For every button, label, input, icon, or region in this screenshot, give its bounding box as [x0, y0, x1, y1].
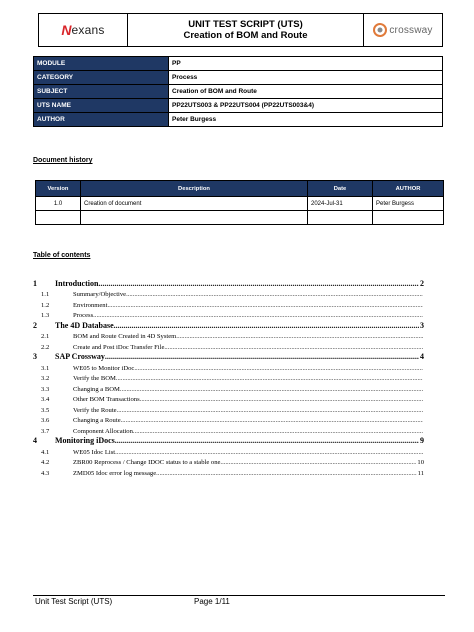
toc-entry-leader	[126, 291, 423, 298]
nexans-logo-initial: N	[61, 22, 72, 38]
toc-entry-leader	[115, 449, 423, 456]
history-header-row	[36, 181, 444, 197]
toc-entry-leader	[107, 302, 423, 309]
toc-entry-title: WE05 Idoc List	[73, 448, 116, 456]
info-key: SUBJECT	[34, 85, 169, 99]
toc-entry-number: 3.2	[41, 375, 50, 382]
toc-entry[interactable]	[33, 361, 424, 372]
toc-entry-title: Changing a Route	[73, 417, 121, 424]
toc-entry-number: 3.4	[41, 396, 50, 403]
toc-entry-title: SAP Crossway	[55, 352, 105, 361]
toc-entry-number: 3.7	[41, 427, 50, 435]
info-key: AUTHOR	[34, 113, 169, 127]
toc-entry-title: Process	[73, 312, 94, 319]
toc-entry-title: Verify the BOM	[73, 375, 116, 382]
toc-entry[interactable]	[33, 277, 424, 288]
toc-entry-number: 4	[33, 436, 37, 445]
toc-entry[interactable]	[33, 298, 424, 309]
history-col-author: AUTHOR	[373, 181, 444, 197]
toc-entry-number: 3.5	[41, 406, 50, 414]
history-col-description: Description	[81, 181, 308, 197]
toc-entry[interactable]	[33, 319, 424, 330]
toc-entry-number: 1.3	[41, 312, 50, 319]
toc-entry-leader	[140, 396, 423, 403]
toc-entry[interactable]	[33, 340, 424, 351]
nexans-logo-text: exans	[71, 23, 105, 37]
toc-entry-title: Component Allocation	[73, 427, 133, 435]
toc-entry-number: 4.3	[41, 469, 50, 477]
crossway-swirl-icon	[373, 23, 387, 37]
history-author: Peter Burgess	[373, 197, 444, 211]
info-row	[34, 85, 443, 99]
info-key: UTS NAME	[34, 99, 169, 113]
toc-title: Table of contents	[33, 252, 91, 259]
toc-entry[interactable]	[33, 393, 424, 404]
header-title-line2: Creation of BOM and Route	[183, 30, 308, 41]
toc-entry-title: Other BOM Transactions	[73, 396, 140, 403]
toc-entry-leader	[134, 365, 423, 372]
history-date: 2024-Jul-31	[308, 197, 373, 211]
toc-entry-title: Changing a BOM	[73, 385, 120, 393]
toc-entry-number: 1	[33, 278, 37, 288]
info-value: PP22UTS003 & PP22UTS004 (PP22UTS003&4)	[169, 99, 443, 113]
toc-entry-leader	[98, 279, 419, 288]
toc-entry-leader	[114, 321, 419, 330]
toc-entry-title: BOM and Route Created in 4D System	[73, 333, 177, 340]
footer-left: Unit Test Script (UTS)	[35, 597, 113, 606]
history-col-date: Date	[308, 181, 373, 197]
history-row	[36, 197, 444, 211]
toc-entry-leader	[115, 436, 419, 445]
info-row	[34, 113, 443, 127]
info-value: Creation of BOM and Route	[169, 85, 443, 99]
toc-entry[interactable]	[33, 382, 424, 393]
toc-entry-page: 4	[420, 352, 424, 361]
footer-divider	[33, 595, 445, 596]
toc-entry-title: Verify the Route	[73, 406, 117, 414]
toc-entry-leader	[220, 459, 416, 466]
toc-entry-leader	[176, 333, 423, 340]
toc-entry-leader	[93, 312, 423, 319]
toc-entry-title: Summary/Objective	[73, 291, 127, 298]
toc-entry-number: 2.2	[41, 343, 50, 351]
document-info-table	[33, 56, 443, 127]
toc-entry-number: 2.1	[41, 333, 50, 340]
toc-entry-number: 3.3	[41, 385, 50, 393]
crossway-logo-text: crossway	[389, 24, 433, 36]
toc-entry-title: The 4D Database	[55, 320, 114, 330]
toc-entry-number: 3.6	[41, 417, 50, 424]
history-empty-cell	[36, 211, 81, 225]
toc-entry-title: ZMD05 Idoc error log message	[73, 469, 157, 477]
toc-entry-page: 2	[420, 278, 424, 288]
toc-entry-leader	[116, 375, 423, 382]
toc-entry-title: Create and Post iDoc Transfer File	[73, 343, 165, 351]
toc-entry-page: 3	[420, 320, 424, 330]
toc-entry-title: ZBR00 Reprocess / Change IDOC status to a stable one	[73, 459, 221, 466]
document-history-table	[35, 180, 444, 225]
history-empty-cell	[308, 211, 373, 225]
toc-entry-number: 3.1	[41, 364, 50, 372]
toc-entry-title: Introduction	[55, 278, 99, 288]
history-description: Creation of document	[81, 197, 308, 211]
info-row	[34, 99, 443, 113]
toc-entry-title: WE05 to Monitor iDoc	[73, 364, 135, 372]
info-row	[34, 71, 443, 85]
toc-entry-number: 2	[33, 320, 37, 330]
toc-entry-number: 1.1	[41, 291, 50, 298]
info-key: MODULE	[34, 57, 169, 71]
info-value: PP	[169, 57, 443, 71]
toc-entry-page: 10	[417, 459, 424, 466]
header-title	[128, 14, 363, 46]
document-history-title: Document history	[33, 157, 93, 164]
toc-entry-page: 11	[417, 469, 424, 477]
info-value: Process	[169, 71, 443, 85]
toc-entry-leader	[120, 386, 423, 393]
history-empty-cell	[373, 211, 444, 225]
toc-entry-leader	[133, 428, 423, 435]
toc-entry[interactable]	[33, 403, 424, 414]
toc-entry-leader	[164, 344, 423, 351]
toc-entry[interactable]	[33, 351, 424, 362]
toc-entry-title: Environment	[73, 301, 108, 309]
footer-page-number: Page 1/11	[194, 597, 230, 606]
info-value: Peter Burgess	[169, 113, 443, 127]
toc-entry[interactable]	[33, 372, 424, 383]
toc-entry-page: 9	[420, 436, 424, 445]
toc-entry[interactable]	[33, 466, 424, 477]
header-title-line1: UNIT TEST SCRIPT (UTS)	[188, 19, 303, 30]
toc-entry[interactable]	[33, 309, 424, 320]
toc-entry[interactable]	[33, 435, 424, 446]
toc-entry[interactable]	[33, 330, 424, 341]
info-key: CATEGORY	[34, 71, 169, 85]
crossway-logo	[363, 14, 442, 46]
info-row	[34, 57, 443, 71]
toc-entry[interactable]	[33, 456, 424, 467]
history-empty-cell	[81, 211, 308, 225]
toc-entry-number: 3	[33, 352, 37, 361]
toc-entry-leader	[117, 407, 423, 414]
history-col-version: Version	[36, 181, 81, 197]
toc-entry[interactable]	[33, 414, 424, 425]
toc-entry[interactable]	[33, 445, 424, 456]
toc-entry-number: 4.2	[41, 459, 50, 466]
toc-entry-title: Monitoring iDocs	[55, 436, 115, 445]
toc-entry-leader	[121, 417, 423, 424]
toc-entry-number: 4.1	[41, 448, 50, 456]
history-version: 1.0	[36, 197, 81, 211]
table-of-contents	[33, 277, 424, 477]
toc-entry[interactable]	[33, 288, 424, 299]
toc-entry-leader	[156, 470, 417, 477]
history-empty-row	[36, 211, 444, 225]
toc-entry[interactable]	[33, 424, 424, 435]
nexans-logo	[39, 14, 128, 46]
document-header	[38, 13, 443, 47]
toc-entry-leader	[105, 352, 419, 361]
toc-entry-number: 1.2	[41, 301, 50, 309]
